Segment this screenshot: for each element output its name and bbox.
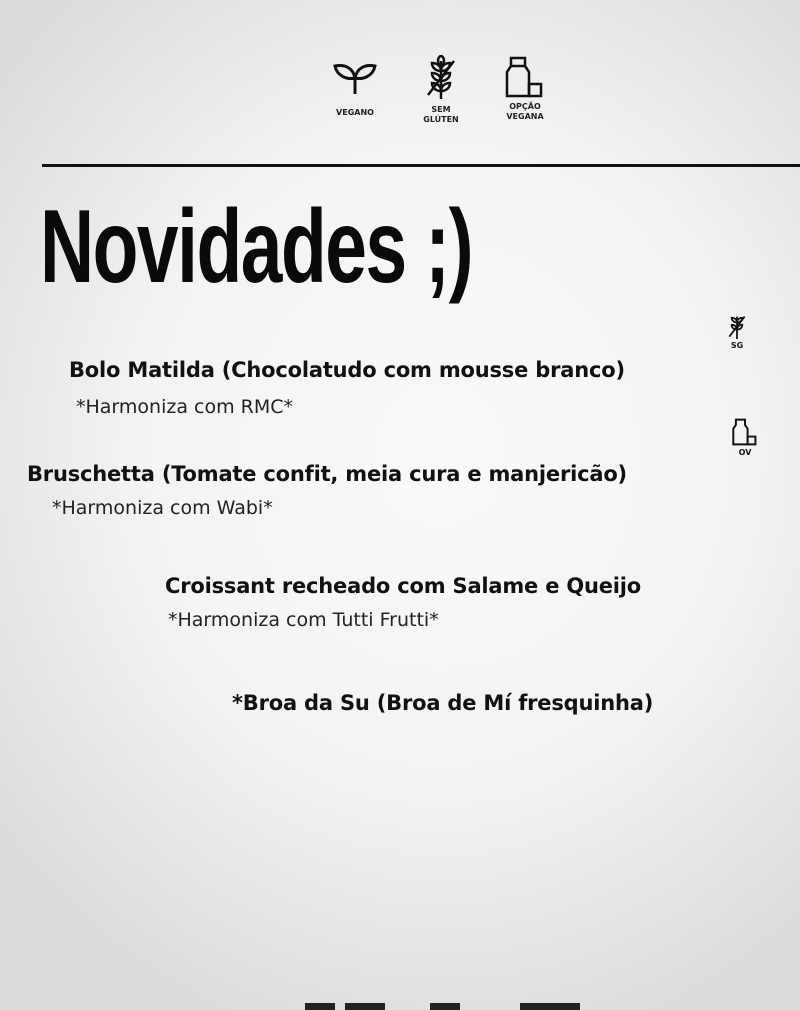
side-tag-ov xyxy=(725,418,765,457)
side-tag-label: OV xyxy=(738,448,752,457)
gluten-free-icon xyxy=(426,55,456,99)
menu-item-pairing: *Harmoniza com RMC* xyxy=(76,396,293,418)
legend-opcao-vegana xyxy=(485,56,565,122)
menu-item-name: Croissant recheado com Salame e Queijo xyxy=(165,574,642,598)
legend-vegano xyxy=(315,60,395,118)
cropped-text-fragment xyxy=(345,1003,385,1010)
legend-label: VEGANO xyxy=(336,108,374,117)
legend-label: SEM GLÚTEN xyxy=(423,105,459,124)
menu-item-name: *Broa da Su (Broa de Mí fresquinha) xyxy=(232,691,654,715)
side-tag-label: SG xyxy=(730,341,744,350)
menu-item-name: Bruschetta (Tomate confit, meia cura e manjericão) xyxy=(27,462,627,486)
gluten-free-icon xyxy=(727,313,747,339)
menu-item-name: Bolo Matilda (Chocolatudo com mousse branco) xyxy=(69,358,625,382)
menu-item-pairing: *Harmoniza com Tutti Frutti* xyxy=(168,609,439,631)
cropped-text-fragment xyxy=(520,1003,580,1010)
sprout-icon xyxy=(333,60,377,94)
divider xyxy=(42,164,800,167)
legend-label: OPÇÃO VEGANA xyxy=(506,102,544,121)
page-title: Novidades ;) xyxy=(40,189,473,305)
menu-item-pairing: *Harmoniza com Wabi* xyxy=(52,497,273,519)
side-tag-sg xyxy=(717,313,757,350)
cropped-text-fragment xyxy=(430,1003,460,1010)
milk-carton-icon xyxy=(505,56,545,98)
milk-carton-icon xyxy=(732,418,758,446)
cropped-text-fragment xyxy=(305,1003,335,1010)
legend-sem-gluten xyxy=(401,55,481,125)
